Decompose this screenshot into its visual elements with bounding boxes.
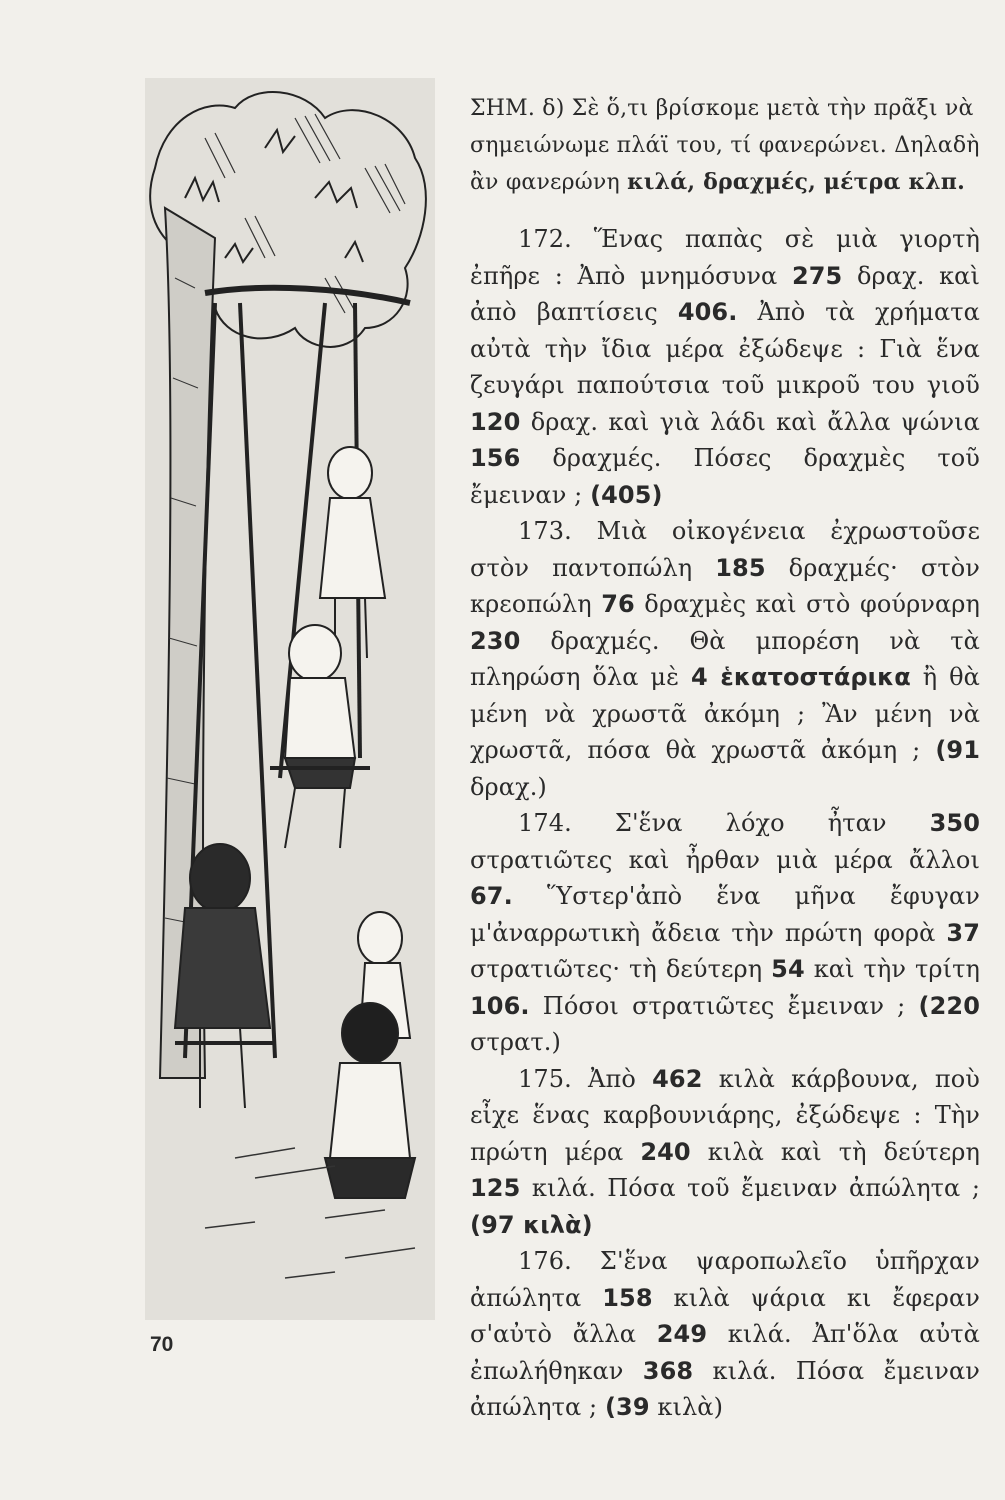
problem-text: ἢ θὰ μένη νὰ χρωστᾶ ἀκόμη ; Ἂν μένη νὰ χρωστᾶ, πόσα θὰ χρωστᾶ ἀκόμη ; [470, 663, 980, 764]
problem-text: στρατιῶτες· τὴ δεύτερη [470, 955, 772, 983]
problem-text: κιλὰ) [649, 1393, 724, 1421]
problem-number: 172. [518, 225, 572, 253]
problem-bold-value: (220 [918, 991, 980, 1020]
problem-bold-value: 106. [470, 991, 530, 1020]
problem-bold-value: 158 [602, 1283, 653, 1312]
problem-text: κιλὰ καὶ τὴ δεύτερη [690, 1137, 980, 1166]
problem-text: δραχμές. Θὰ μπορέση νὰ τὰ πληρώση ὅλα μὲ [470, 626, 980, 691]
problem-text: δραχ.) [470, 772, 547, 801]
problem-number: 173. [518, 517, 572, 545]
problems-list [470, 221, 980, 1426]
problem-text: Ὕστερ'ἀπὸ ἕνα μῆνα ἔφυγαν μ'ἀναρρωτικὴ ἄδεια τὴν πρώτη φορὰ [470, 882, 980, 947]
problem-text: στρατιῶτες καὶ ἦρθαν μιὰ μέρα ἄλλοι [470, 845, 980, 874]
problem-bold-value: 37 [946, 918, 980, 947]
problem-text: κιλά. Πόσα ἔμειναν ἀπώλητα ; [470, 1356, 980, 1421]
problem-paragraph [470, 513, 980, 805]
problem-text: κιλά. Ἀπ'ὅλα αὐτὰ ἐπωλήθηκαν [470, 1320, 980, 1385]
children-on-swing-illustration-icon [145, 78, 435, 1320]
problem-bold-value: 67. [470, 882, 513, 910]
problem-bold-value: 156 [470, 444, 521, 472]
problem-bold-value: 185 [715, 553, 766, 582]
problem-bold-value: 249 [656, 1320, 708, 1348]
problem-bold-value: 230 [470, 626, 521, 655]
problem-bold-value: (91 [935, 736, 980, 764]
problem-bold-value: 406. [677, 298, 738, 326]
problem-bold-value: 76 [601, 590, 635, 618]
problem-text: δραχ. καὶ γιὰ λάδι καὶ ἄλλα ψώνια [520, 407, 980, 436]
problem-number: 174. [518, 809, 572, 837]
problem-text: κιλὰ κάρβουνα, ποὺ εἶχε ἕνας καρβουνιάρης, ἐξώδεψε : Τὴν πρώτη μέρα [470, 1064, 980, 1166]
page-number: 70 [150, 1333, 174, 1356]
text-column [470, 90, 980, 1426]
note-bold-tail: κιλά, δραχμές, μέτρα κλπ. [627, 169, 965, 195]
problem-paragraph [470, 221, 980, 513]
problem-bold-value: (405) [590, 480, 663, 509]
problem-text: Ἕνας παπὰς σὲ μιὰ γιορτὴ ἐπῆρε : Ἀπὸ μνημόσυνα [470, 225, 980, 290]
problem-bold-value: 54 [771, 955, 805, 983]
problem-text: δραχμές. Πόσες δραχμὲς τοῦ ἔμειναν ; [470, 444, 980, 509]
problem-text: κιλά. Πόσα τοῦ ἔμειναν ἀπώλητα ; [520, 1174, 980, 1202]
problem-bold-value: (39 [604, 1393, 650, 1421]
problem-bold-value: 462 [652, 1064, 703, 1093]
problem-bold-value: 4 ἑκατοστάρικα [691, 663, 911, 691]
problem-text: κιλὰ ψάρια κι ἔφεραν σ'αὐτὸ ἄλλα [470, 1283, 980, 1348]
problem-text: Σ'ἕνα ψαροπωλεῖο ὑπῆρχαν ἀπώλητα [470, 1247, 980, 1312]
problem-bold-value: 120 [470, 407, 521, 436]
problem-bold-value: (97 κιλὰ) [470, 1210, 593, 1239]
problem-text: Σ'ἕνα λόχο ἦταν [614, 809, 930, 837]
problem-bold-value: 125 [470, 1174, 521, 1202]
problem-text: Ἀπὸ [588, 1064, 653, 1093]
problem-text: δραχμὲς καὶ στὸ φούρναρη [634, 590, 980, 618]
problem-text: δραχμές· στὸν κρεοπώλη [470, 553, 980, 618]
problem-number: 176. [518, 1247, 572, 1275]
problem-text: καὶ τὴν τρίτη [804, 955, 980, 983]
problem-bold-value: 350 [929, 809, 980, 837]
problem-text: στρατ.) [470, 1028, 561, 1056]
note-paragraph [470, 90, 980, 201]
note-text: Σὲ ὅ,τι βρίσκομε μετὰ τὴν πρᾶξι νὰ σημειώνωμε πλάϊ του, τί φανερώνει. Δηλαδὴ ἂν φανερώνη [470, 96, 980, 195]
problem-bold-value: 368 [642, 1356, 694, 1385]
problem-number: 175. [518, 1064, 572, 1093]
problem-text: δραχ. καὶ ἀπὸ βαπτίσεις [470, 261, 980, 326]
problem-text: Μιὰ οἰκογένεια ἐχρωστοῦσε στὸν παντοπώλη [470, 517, 981, 582]
problem-bold-value: 240 [640, 1137, 691, 1166]
problem-text: Ἀπὸ τὰ χρήματα αὐτὰ τὴν ἴδια μέρα ἐξώδεψε : Γιὰ ἕνα ζευγάρι παπούτσια τοῦ μικροῦ του γιοῦ [470, 298, 980, 399]
problem-paragraph [470, 805, 980, 1061]
problem-paragraph [470, 1243, 980, 1426]
problem-bold-value: 275 [791, 261, 843, 290]
problem-text: Πόσοι στρατιῶτες ἔμειναν ; [529, 991, 919, 1020]
problem-paragraph [470, 1061, 980, 1244]
note-label: ΣΗΜ. δ) [470, 96, 565, 121]
